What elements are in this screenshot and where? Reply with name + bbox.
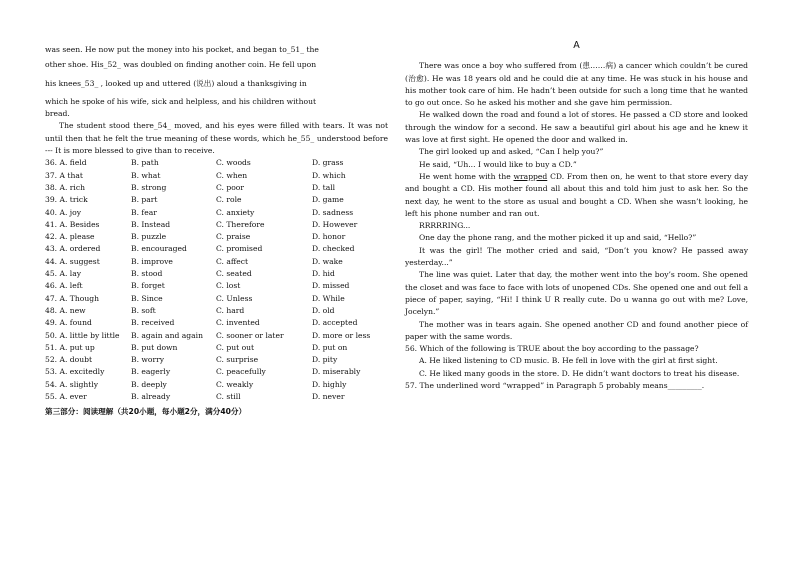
option-row: [45, 182, 388, 194]
option-choice: D. game: [312, 195, 344, 205]
option-choice: D. checked: [312, 244, 355, 254]
option-choice: C. woods: [216, 158, 251, 168]
option-choice: 47. A. Though: [45, 293, 99, 303]
option-choice: B. strong: [131, 182, 167, 192]
option-choice: B. forget: [131, 281, 165, 291]
option-choice: 51. A. put up: [45, 342, 95, 352]
section-heading: 第三部分：阅读理解（共20小题，每小题2分，满分40分）: [45, 407, 247, 417]
option-choice: D. tall: [312, 182, 336, 192]
option-row: [45, 231, 388, 243]
option-row: [45, 157, 388, 169]
story-paragraph: There was once a boy who suffered from (患……病) a cancer which couldn’t be cured (治愈). He was 18 years old and he could die at any time. He was stuck in his house and his mother took care of him. He hadn’t been outside for such a long time that he wanted to go out once. So he asked his mother and she gave him permission.: [405, 61, 748, 108]
story-paragraph: RRRRRING...: [419, 221, 471, 231]
option-choice: B. received: [131, 318, 175, 328]
passage-line: which he spoke of his wife, sick and helpless, and his children without: [45, 96, 317, 106]
story-paragraph: The girl looked up and asked, “Can I help you?”: [419, 147, 604, 157]
option-choice: D. old: [312, 305, 335, 315]
option-choice: 42. A. please: [45, 232, 95, 242]
option-choice: B. Since: [131, 293, 163, 303]
option-choice: C. praise: [216, 232, 251, 242]
story-paragraph: It was the girl! The mother cried and said, “Don’t you know? He passed away yesterday...”: [405, 245, 748, 268]
option-choice: C. sooner or later: [216, 330, 284, 340]
option-row: [45, 330, 388, 342]
question-56-options-cd: C. He liked many goods in the store. D. He didn’t want doctors to treat his disease.: [419, 368, 740, 378]
passage-paragraph: The student stood there_54_ moved, and his eyes were filled with tears. It was not until then that he felt the true meaning of these words, which he_55_ understood before --- It is more blessed to give than to receive.: [45, 121, 388, 156]
option-choice: 53. A. excitedly: [45, 367, 105, 377]
option-choice: B. path: [131, 158, 159, 168]
option-choice: B. Instead: [131, 219, 171, 229]
option-row: [45, 342, 388, 354]
option-row: [45, 391, 388, 403]
option-choice: D. missed: [312, 281, 350, 291]
left-column: [45, 44, 388, 419]
option-choice: 50. A. little by little: [45, 330, 120, 340]
story-paragraph: He went home with the wrapped CD. From then on, he went to that store every day and bought a CD. His mother found all about this and told him just to ask her. So the next day, he went to the store as usual and bought a CD. When she wasn’t looking, he left his phone number and ran out.: [405, 171, 748, 218]
question-56: 56. Which of the following is TRUE about the boy according to the passage?: [405, 344, 699, 354]
option-row: [45, 293, 388, 305]
option-row: [45, 379, 388, 391]
option-choice: C. affect: [216, 256, 249, 266]
option-choice: D. accepted: [312, 318, 358, 328]
story-paragraph: One day the phone rang, and the mother picked it up and said, “Hello?”: [419, 233, 697, 243]
option-choice: D. which: [312, 170, 346, 180]
option-choice: C. seated: [216, 269, 252, 279]
passage-line: other shoe. His_52_ was doubled on finding another coin. He fell upon: [45, 60, 317, 70]
option-row: [45, 256, 388, 268]
option-row: [45, 207, 388, 219]
option-choice: 40. A. joy: [45, 207, 82, 217]
story-paragraph: The line was quiet. Later that day, the mother went into the boy’s room. She opened the closet and was face to face with lots of unopened CDs. She opened one and out fell a piece of paper, saying, “Hi! I think U R really cute. Do u wanna go out with me? Love, Jocelyn.”: [405, 270, 748, 317]
option-choice: 45. A. lay: [45, 269, 82, 279]
option-choice: B. stood: [131, 269, 163, 279]
option-choice: C. role: [216, 195, 242, 205]
option-choice: C. lost: [216, 281, 241, 291]
passage-line: was seen. He now put the money into his pocket, and began to_51_ the: [45, 45, 319, 54]
passage-line: bread.: [45, 109, 70, 119]
option-choice: C. Unless: [216, 293, 253, 303]
option-choice: D. highly: [312, 379, 347, 389]
question-57: 57. The underlined word “wrapped” in Paragraph 5 probably means_________.: [405, 381, 705, 391]
option-choice: B. encouraged: [131, 244, 187, 254]
option-choice: D. more or less: [312, 330, 371, 340]
option-row: [45, 268, 388, 280]
option-choice: C. Therefore: [216, 219, 265, 229]
option-choice: B. soft: [131, 305, 156, 315]
option-choice: 38. A. rich: [45, 182, 86, 192]
option-choice: B. put down: [131, 342, 178, 352]
option-choice: D. sadness: [312, 207, 354, 217]
option-choice: D. hid: [312, 269, 335, 279]
option-choice: C. weakly: [216, 379, 254, 389]
option-choice: C. hard: [216, 305, 245, 315]
option-choice: 41. A. Besides: [45, 219, 100, 229]
story-paragraph: He said, “Uh... I would like to buy a CD.”: [419, 159, 577, 169]
option-choice: B. worry: [131, 355, 165, 365]
cloze-passage-end: [45, 44, 388, 157]
option-choice: D. pity: [312, 355, 338, 365]
option-choice: C. poor: [216, 182, 245, 192]
option-choice: C. surprise: [216, 355, 259, 365]
option-choice: B. already: [131, 392, 171, 402]
option-row: [45, 280, 388, 292]
option-choice: D. never: [312, 392, 345, 402]
underlined-word: wrapped: [513, 171, 548, 181]
option-choice: 37. A that: [45, 170, 83, 180]
story-paragraph: He walked down the road and found a lot of stores. He passed a CD store and looked through the window for a second. He saw a beautiful girl about his age and he knew it was love at first sight. He opened the door and walked in.: [405, 110, 748, 145]
option-choice: B. deeply: [131, 379, 167, 389]
option-choice: C. still: [216, 392, 241, 402]
option-choice: C. put out: [216, 342, 255, 352]
option-choice: 49. A. found: [45, 318, 92, 328]
option-row: [45, 243, 388, 255]
option-choice: C. invented: [216, 318, 260, 328]
option-choice: B. fear: [131, 207, 157, 217]
reading-passage: [405, 60, 748, 343]
option-choice: 39. A. trick: [45, 195, 88, 205]
right-column: [405, 40, 748, 392]
option-row: [45, 366, 388, 378]
option-row: [45, 170, 388, 182]
option-choice: D. miserably: [312, 367, 361, 377]
option-choice: 36. A. field: [45, 158, 87, 168]
option-choice: B. eagerly: [131, 367, 171, 377]
option-choice: 44. A. suggest: [45, 256, 100, 266]
option-choice: D. wake: [312, 256, 343, 266]
option-choice: D. However: [312, 219, 358, 229]
option-choice: C. promised: [216, 244, 263, 254]
passage-line: his knees_53_ , looked up and uttered (说出) aloud a thanksgiving in: [45, 78, 307, 88]
option-choice: C. anxiety: [216, 207, 255, 217]
cloze-options-list: [45, 157, 388, 403]
option-row: [45, 194, 388, 206]
option-choice: 43. A. ordered: [45, 244, 101, 254]
option-row: [45, 354, 388, 366]
option-choice: C. when: [216, 170, 248, 180]
question-56-options-ab: A. He liked listening to CD music. B. He fell in love with the girl at first sight.: [419, 356, 718, 366]
option-choice: 48. A. new: [45, 305, 86, 315]
option-choice: D. honor: [312, 232, 346, 242]
option-choice: B. again and again: [131, 330, 203, 340]
passage-title: A: [573, 40, 580, 51]
option-choice: B. what: [131, 170, 161, 180]
option-row: [45, 219, 388, 231]
option-choice: D. put on: [312, 342, 348, 352]
option-choice: B. part: [131, 195, 158, 205]
option-row: [45, 305, 388, 317]
option-choice: 55. A. ever: [45, 392, 87, 402]
option-choice: 52. A. doubt: [45, 355, 93, 365]
option-choice: B. puzzle: [131, 232, 167, 242]
option-choice: D. grass: [312, 158, 344, 168]
option-choice: 46. A. left: [45, 281, 83, 291]
option-choice: D. While: [312, 293, 345, 303]
option-row: [45, 317, 388, 329]
story-paragraph: The mother was in tears again. She opened another CD and found another piece of paper with the same words.: [405, 319, 748, 341]
option-choice: C. peacefully: [216, 367, 266, 377]
option-choice: 54. A. slightly: [45, 379, 99, 389]
option-choice: B. improve: [131, 256, 173, 266]
